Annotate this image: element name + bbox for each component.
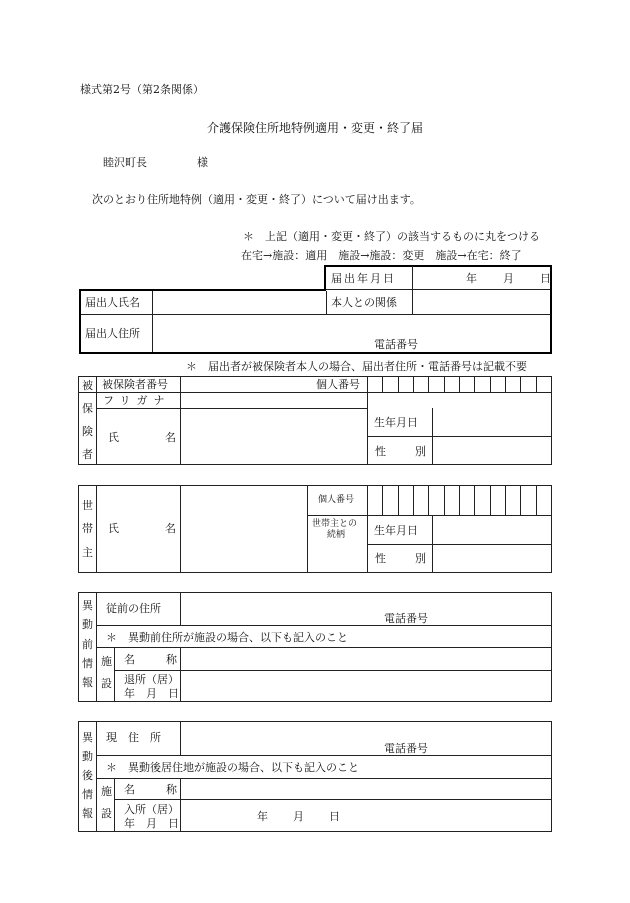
personal-number-digit-box[interactable] (536, 377, 551, 392)
before-facility-name-label: 称 (166, 653, 177, 666)
personal-number-digit-box[interactable] (367, 486, 382, 515)
section-char: 異 (82, 731, 93, 744)
before-facility-note: ＊ 異動前住所が施設の場合、以下も記入のこと (106, 631, 348, 644)
personal-number-digit-box[interactable] (459, 377, 474, 392)
entry-date-label: 入所（居） (124, 803, 179, 816)
exit-date-label: 年 月 日 (124, 687, 179, 700)
insured-number-label: 被保険者番号 (102, 378, 168, 391)
submission-date-field[interactable] (414, 267, 549, 288)
entry-day-unit: 日 (329, 810, 340, 823)
exit-date-label: 退所（居） (124, 673, 179, 686)
date-day-unit: 日 (540, 272, 551, 285)
notifier-address-field[interactable] (154, 316, 549, 351)
section-char: 情 (82, 657, 93, 670)
notifier-name-label: 届出人氏名 (85, 296, 140, 309)
submission-date-label: 届出年月日 (331, 272, 396, 285)
household-relation-field[interactable] (309, 545, 366, 571)
entry-year-unit: 年 (257, 810, 268, 823)
personal-number-digit-box[interactable] (398, 486, 413, 515)
after-facility-name-label: 名 (124, 783, 135, 796)
relation-field[interactable] (414, 292, 549, 313)
personal-number-digit-box[interactable] (490, 486, 505, 515)
current-phone-label: 電話番号 (384, 742, 428, 755)
before-facility-name-label: 名 (124, 653, 135, 666)
personal-number-digit-box[interactable] (413, 486, 428, 515)
note-status-rules: 在宅→施設：適用 施設→施設：変更 施設→在宅：終了 (241, 249, 522, 262)
date-year-unit: 年 (466, 272, 477, 285)
note-circle-instruction: ＊ 上記（適用・変更・終了）の該当するものに丸をつける (243, 230, 540, 243)
form-title: 介護保険住所地特例適用・変更・終了届 (207, 121, 424, 135)
household-birth-label: 生年月日 (374, 524, 418, 537)
section-char: 前 (82, 638, 93, 651)
section-char: 保 (82, 402, 93, 415)
after-facility-name-field[interactable] (182, 780, 550, 798)
facility-char: 設 (101, 677, 112, 690)
personal-number-digit-box[interactable] (474, 377, 489, 392)
entry-date-field[interactable] (182, 801, 550, 830)
after-facility-name-label: 称 (166, 783, 177, 796)
section-char: 帯 (82, 522, 93, 535)
household-relation-label: 続柄 (327, 530, 346, 540)
notifier-address-label: 届出人住所 (85, 327, 140, 340)
insured-sex-label: 性 (375, 445, 386, 458)
section-char: 世 (82, 499, 93, 512)
section-char: 険 (82, 425, 93, 438)
personal-number-digit-box[interactable] (459, 486, 474, 515)
intro-text: 次のとおり住所地特例（適用・変更・終了）について届け出ます。 (92, 193, 421, 206)
facility-char: 施 (101, 655, 112, 668)
household-sex-label: 別 (415, 552, 426, 565)
insured-personal-no-label: 個人番号 (316, 378, 360, 391)
personal-number-digit-box[interactable] (382, 377, 397, 392)
personal-number-digit-box[interactable] (444, 486, 459, 515)
personal-number-digit-box[interactable] (398, 377, 413, 392)
before-facility-name-field[interactable] (182, 649, 550, 669)
section-char: 被 (82, 379, 93, 392)
insured-sex-label: 別 (415, 445, 426, 458)
household-name-label: 氏 (108, 522, 119, 535)
household-name-field[interactable] (182, 487, 306, 571)
section-char: 情 (82, 788, 93, 801)
exit-date-field[interactable] (182, 672, 550, 700)
personal-number-digit-box[interactable] (367, 377, 382, 392)
personal-number-digit-box[interactable] (505, 486, 520, 515)
notifier-phone-label: 電話番号 (374, 338, 418, 351)
personal-number-digit-box[interactable] (474, 486, 489, 515)
addressee-honorific: 様 (197, 156, 208, 169)
personal-number-digit-box[interactable] (413, 377, 428, 392)
form-number: 様式第2号（第2条関係） (80, 83, 204, 96)
section-char: 主 (82, 546, 93, 559)
personal-number-digit-box[interactable] (520, 486, 535, 515)
section-char: 異 (82, 599, 93, 612)
section-char: 後 (82, 769, 93, 782)
previous-address-field[interactable] (182, 594, 550, 624)
insured-number-field[interactable] (182, 377, 312, 391)
furigana-field[interactable] (182, 393, 550, 407)
facility-char: 施 (101, 785, 112, 798)
household-relation-label: 世帯主との (312, 519, 358, 529)
current-address-label: 現 住 所 (106, 731, 161, 744)
household-name-label: 名 (165, 522, 176, 535)
personal-number-digit-box[interactable] (428, 377, 443, 392)
date-month-unit: 月 (503, 272, 514, 285)
insured-name-field[interactable] (182, 409, 366, 463)
personal-number-digit-box[interactable] (490, 377, 505, 392)
section-char: 動 (82, 750, 93, 763)
notifier-name-field[interactable] (154, 292, 324, 313)
personal-number-digit-box[interactable] (536, 486, 551, 515)
addressee-office: 睦沢町長 (103, 156, 147, 169)
insured-birth-label: 生年月日 (374, 416, 418, 429)
insured-name-label: 名 (165, 431, 176, 444)
previous-address-label: 従前の住所 (106, 602, 161, 615)
entry-month-unit: 月 (293, 810, 304, 823)
facility-char: 設 (101, 807, 112, 820)
after-facility-note: ＊ 異動後居住地が施設の場合、以下も記入のこと (106, 761, 359, 774)
note-notifier-exempt: ＊ 届出者が被保険者本人の場合、届出者住所・電話番号は記載不要 (186, 360, 527, 373)
personal-number-digit-box[interactable] (444, 377, 459, 392)
household-sex-label: 性 (375, 552, 386, 565)
current-address-field[interactable] (182, 723, 550, 754)
personal-number-digit-box[interactable] (428, 486, 443, 515)
insured-sex-field[interactable] (434, 437, 550, 463)
section-char: 動 (82, 618, 93, 631)
personal-number-digit-box[interactable] (520, 377, 535, 392)
household-personal-no-label: 個人番号 (318, 495, 355, 505)
section-char: 報 (82, 807, 93, 820)
personal-number-digit-box[interactable] (505, 377, 520, 392)
household-sex-field[interactable] (434, 546, 550, 571)
entry-date-label: 年 月 日 (124, 817, 179, 830)
insured-name-label: 氏 (108, 431, 119, 444)
insured-birth-field[interactable] (434, 409, 550, 435)
section-char: 者 (82, 448, 93, 461)
section-char: 報 (82, 676, 93, 689)
relation-label: 本人との関係 (331, 296, 397, 309)
furigana-label: フリガナ (103, 394, 171, 407)
previous-phone-label: 電話番号 (384, 612, 428, 625)
personal-number-digit-box[interactable] (382, 486, 397, 515)
household-birth-field[interactable] (434, 517, 550, 543)
